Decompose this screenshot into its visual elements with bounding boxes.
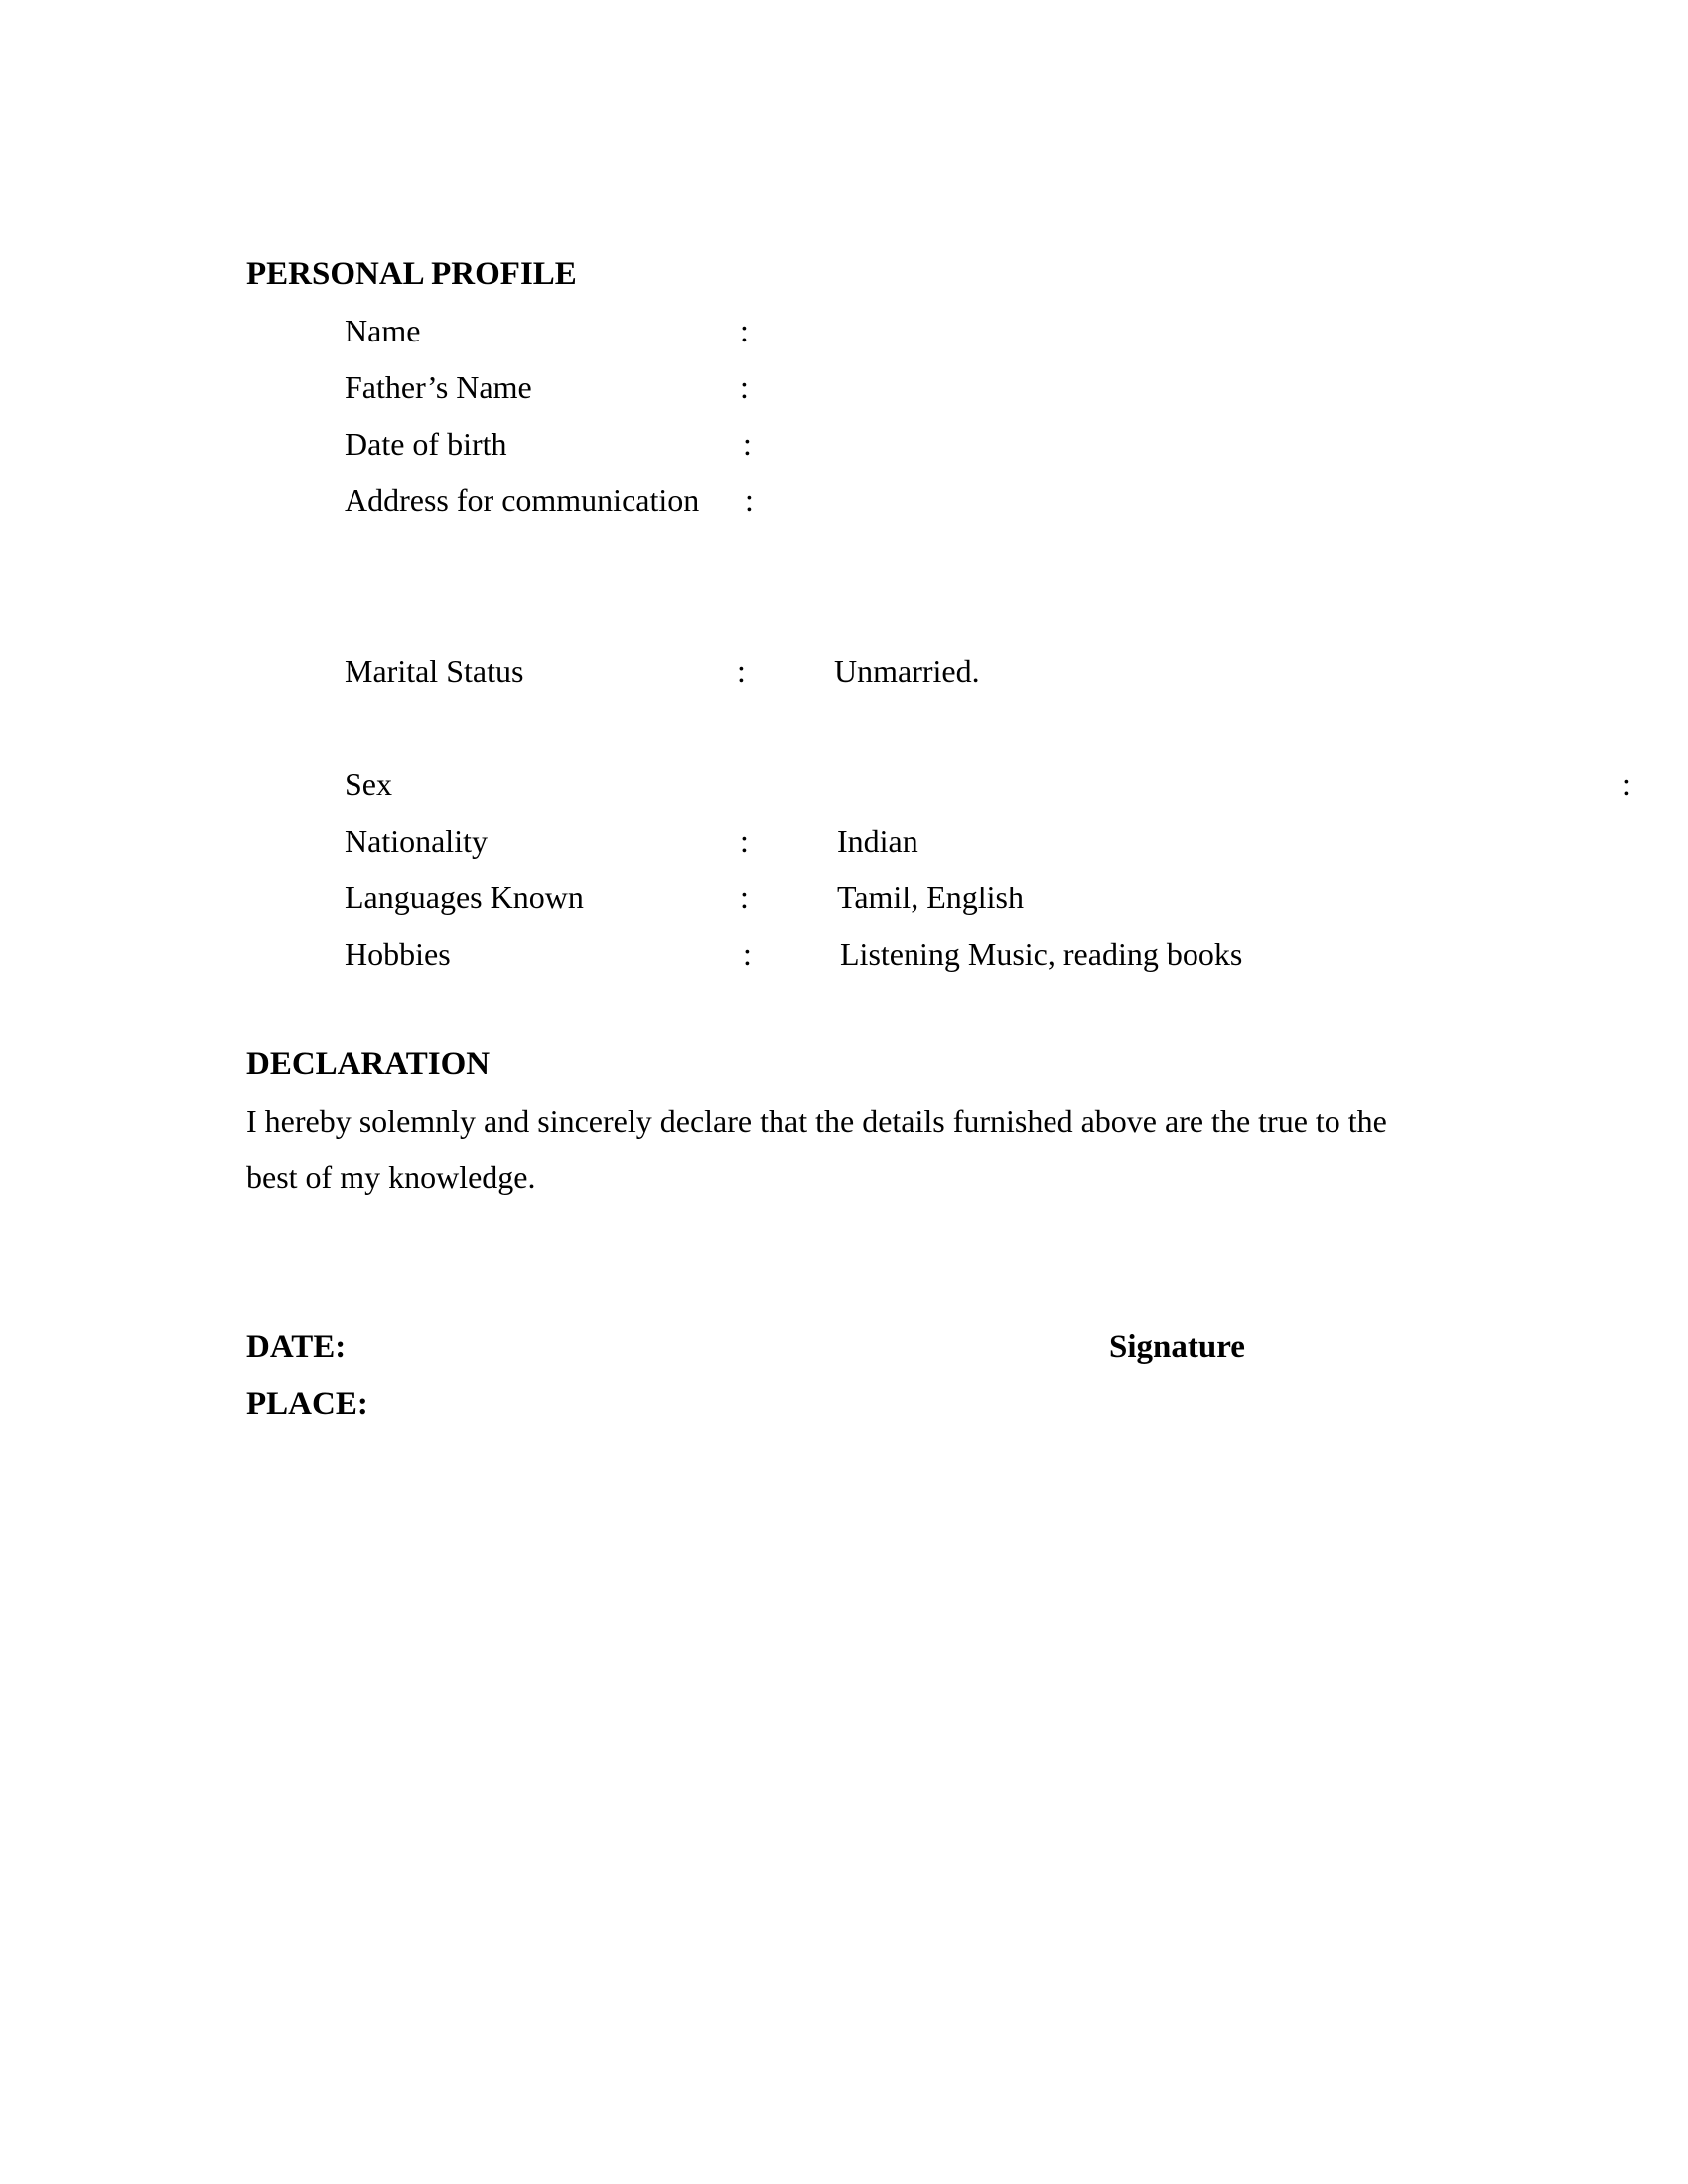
date-label: DATE: xyxy=(246,1329,347,1365)
field-value-languages-known: Tamil, English xyxy=(837,880,1024,915)
field-value-nationality: Indian xyxy=(837,823,918,859)
field-colon: : xyxy=(1622,766,1631,802)
field-value-hobbies: Listening Music, reading books xyxy=(840,936,1243,972)
field-label-hobbies: Hobbies xyxy=(345,936,451,972)
field-label-languages-known: Languages Known xyxy=(345,880,584,915)
field-colon: : xyxy=(743,426,752,462)
field-colon: : xyxy=(740,880,749,915)
field-label-address: Address for communication xyxy=(345,482,700,518)
field-label-marital-status: Marital Status xyxy=(345,653,524,689)
field-label-name: Name xyxy=(345,313,421,348)
field-colon: : xyxy=(745,482,754,518)
field-colon: : xyxy=(740,823,749,859)
declaration-text-line-1: I hereby solemnly and sincerely declare that the details furnished above are the true to the xyxy=(246,1103,1387,1139)
field-label-nationality: Nationality xyxy=(345,823,488,859)
field-value-marital-status: Unmarried. xyxy=(834,653,980,689)
declaration-heading: DECLARATION xyxy=(246,1046,491,1082)
personal-profile-heading: PERSONAL PROFILE xyxy=(246,256,577,292)
place-label: PLACE: xyxy=(246,1386,368,1422)
field-colon: : xyxy=(737,653,746,689)
field-label-fathers-name: Father’s Name xyxy=(345,369,532,405)
field-colon: : xyxy=(740,313,749,348)
field-colon: : xyxy=(743,936,752,972)
field-label-date-of-birth: Date of birth xyxy=(345,426,507,462)
field-colon: : xyxy=(740,369,749,405)
signature-label: Signature xyxy=(1109,1329,1245,1365)
declaration-text-line-2: best of my knowledge. xyxy=(246,1160,536,1195)
field-label-sex: Sex xyxy=(345,766,392,802)
